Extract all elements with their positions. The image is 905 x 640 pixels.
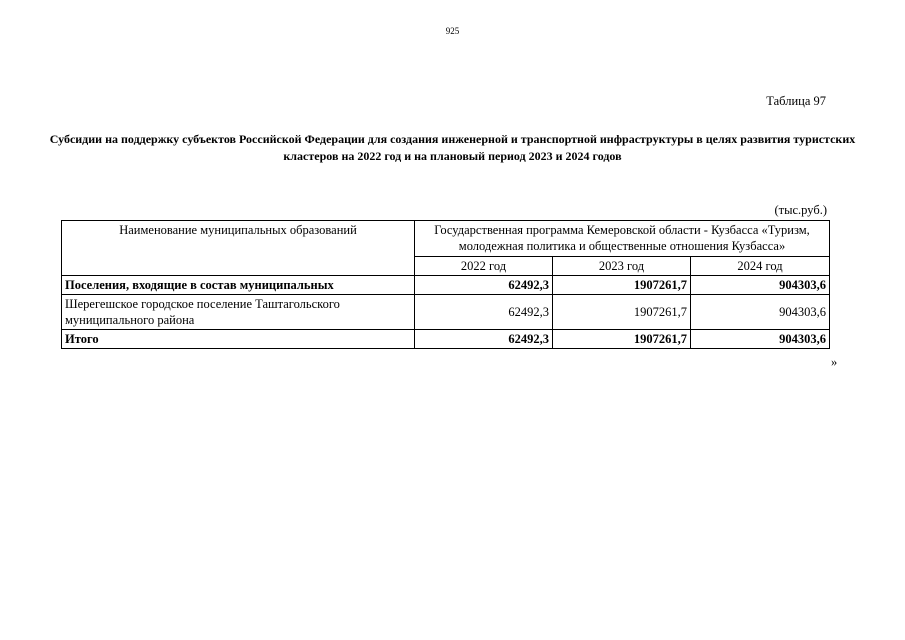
row-name: Поселения, входящие в состав муниципальных	[62, 276, 415, 295]
row-value-2024: 904303,6	[691, 276, 830, 295]
row-value-2024: 904303,6	[691, 295, 830, 330]
header-name-cell: Наименование муниципальных образований	[62, 221, 415, 276]
row-name: Шерегешское городское поселение Таштагольского муниципального района	[62, 295, 415, 330]
table-row	[62, 295, 830, 330]
row-value-2023: 1907261,7	[553, 330, 691, 349]
unit-label: (тыс.руб.)	[774, 203, 827, 217]
row-value-2022: 62492,3	[415, 295, 553, 330]
table-label: Таблица 97	[766, 94, 826, 108]
year-2024-header: 2024 год	[691, 256, 830, 275]
year-2022-header: 2022 год	[415, 256, 553, 275]
row-value-2022: 62492,3	[415, 330, 553, 349]
table-header-row	[62, 221, 830, 257]
row-name: Итого	[62, 330, 415, 349]
year-2023-header: 2023 год	[553, 256, 691, 275]
page-number: 925	[445, 26, 460, 36]
subsidy-table	[61, 220, 830, 349]
row-value-2023: 1907261,7	[553, 276, 691, 295]
row-value-2023: 1907261,7	[553, 295, 691, 330]
header-program-cell: Государственная программа Кемеровской области - Кузбасса «Туризм, молодежная политика и общественные отношения Кузбасса»	[415, 221, 830, 257]
table-total-row	[62, 330, 830, 349]
table-row	[62, 276, 830, 295]
closing-quote: »	[831, 355, 838, 369]
document-title: Субсидии на поддержку субъектов Российской Федерации для создания инженерной и транспортной инфраструктуры в целях развития туристских кластеров на 2022 год и на плановый период 2023 и 2024 годов	[49, 132, 856, 163]
row-value-2022: 62492,3	[415, 276, 553, 295]
row-value-2024: 904303,6	[691, 330, 830, 349]
